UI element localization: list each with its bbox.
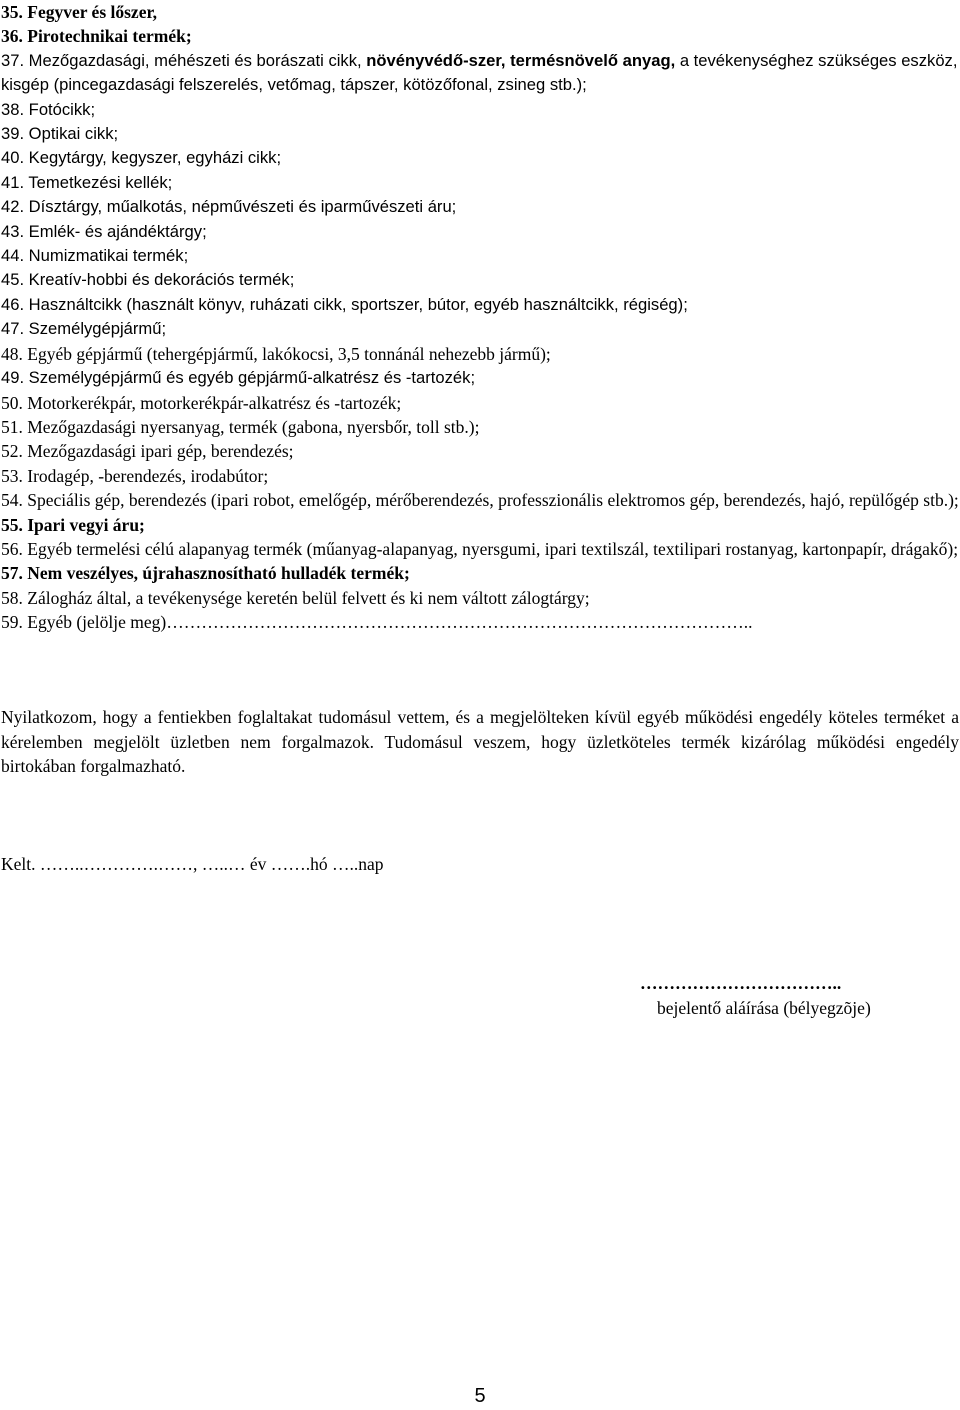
list-item-51: 51. Mezőgazdasági nyersanyag, termék (gabona, nyersbőr, toll stb.);: [1, 416, 480, 437]
list-item-42: 42. Dísztárgy, műalkotás, népművészeti és iparművészeti áru;: [1, 197, 457, 217]
list-item-47: 47. Személygépjármű;: [1, 319, 167, 339]
list-item-41: 41. Temetkezési kellék;: [1, 172, 173, 192]
list-item-53: 53. Irodagép, -berendezés, irodabútor;: [1, 465, 269, 486]
date-line: Kelt. ……..………….……, …..… év …….hó …..nap: [1, 854, 384, 874]
list-item-56: 56. Egyéb termelési célú alapanyag termék (műanyag-alapanyag, nyersgumi, ipari textilszál, textilipari rostanyag, kartonpapír, drágakő);: [1, 538, 959, 559]
signature-caption: bejelentő aláírása (bélyegzõje): [657, 998, 871, 1018]
page-number: 5: [474, 1385, 486, 1407]
list-item-57: 57. Nem veszélyes, újrahasznosítható hulladék termék;: [1, 563, 410, 584]
list-item-37-text-a: 37. Mezőgazdasági, méhészeti és borászati cikk,: [1, 50, 367, 70]
list-item-37-text-b: a tevékenységhez szükséges eszköz, kisgép (pincegazdasági felszerelés, vetőmag, tápszer, kötözőfonal, zsineg stb.);: [1, 50, 958, 95]
list-item-37-text-bold: növényvédő-szer, termésnövelő anyag,: [366, 50, 676, 70]
list-item-49: 49. Személygépjármű és egyéb gépjármű-alkatrész és -tartozék;: [1, 368, 476, 388]
signature-line: ……………………………..: [640, 973, 842, 993]
declaration-paragraph: Nyilatkozom, hogy a fentiekben foglaltakat tudomásul vettem, és a megjelölteken kívül egyéb működési engedély köteles terméket a kérelemben megjelölt üzletben nem forgalmazok. Tudomásul veszem, hogy üzletköteles termék kizárólag működési engedély birtokában forgalmazható.: [1, 707, 959, 777]
list-item-38: 38. Fotócikk;: [1, 99, 96, 119]
list-item-52: 52. Mezőgazdasági ipari gép, berendezés;: [1, 441, 294, 462]
list-item-43: 43. Emlék- és ajándéktárgy;: [1, 221, 207, 241]
list-item-45: 45. Kreatív-hobbi és dekorációs termék;: [1, 270, 295, 290]
list-item-48: 48. Egyéb gépjármű (tehergépjármű, lakókocsi, 3,5 tonnánál nehezebb jármű);: [1, 343, 551, 364]
list-item-37: [1, 49, 959, 98]
list-item-55: 55. Ipari vegyi áru;: [1, 514, 145, 535]
product-category-list: [1, 0, 959, 635]
list-item-59: 59. Egyéb (jelölje meg)………………………………………………………………………………………..: [1, 612, 753, 633]
list-item-54: 54. Speciális gép, berendezés (ipari robot, emelőgép, mérőberendezés, professzionális elektromos gép, berendezés, hajó, repülőgép stb.);: [1, 490, 959, 511]
list-item-50: 50. Motorkerékpár, motorkerékpár-alkatrész és -tartozék;: [1, 392, 402, 413]
list-item-35: 35. Fegyver és lőszer,: [1, 2, 157, 22]
list-item-46: 46. Használtcikk (használt könyv, ruházati cikk, sportszer, bútor, egyéb használtcikk, régiség);: [1, 294, 688, 314]
list-item-36: 36. Pirotechnikai termék;: [1, 26, 192, 47]
list-item-58: 58. Zálogház által, a tevékenysége keretén belül felvett és ki nem váltott zálogtárgy;: [1, 587, 590, 608]
list-item-44: 44. Numizmatikai termék;: [1, 246, 189, 266]
list-item-39: 39. Optikai cikk;: [1, 124, 119, 144]
list-item-40: 40. Kegytárgy, kegyszer, egyházi cikk;: [1, 148, 282, 168]
